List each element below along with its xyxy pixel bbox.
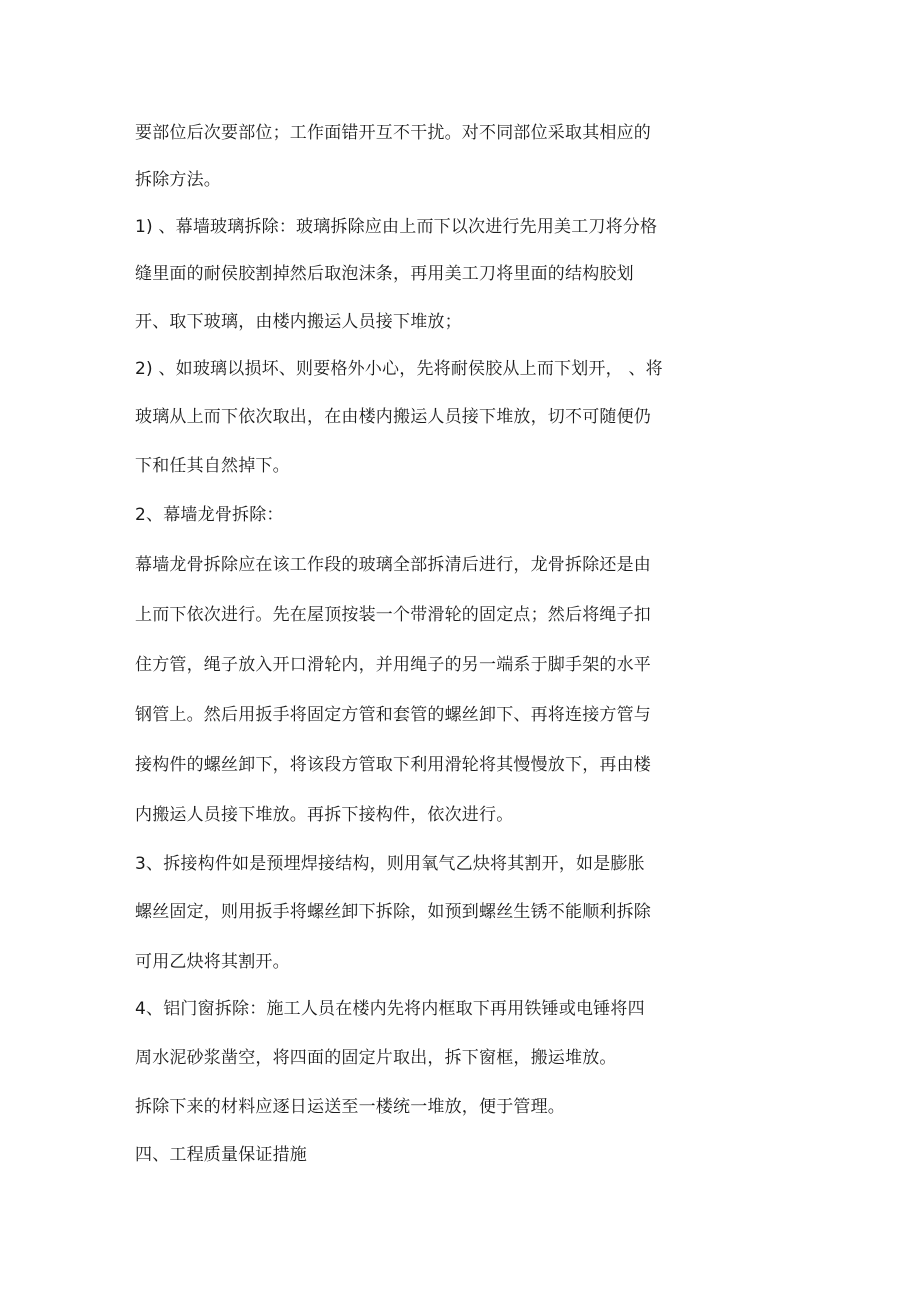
text-line-17: 螺丝固定，则用扳手将螺丝卸下拆除，如预到螺丝生锈不能顺利拆除	[135, 902, 651, 922]
text-line-19: 4、铝门窗拆除：施工人员在楼内先将内框取下再用铁锤或电锤将四	[135, 999, 645, 1019]
section-heading-4: 四、工程质量保证措施	[135, 1145, 307, 1165]
text-line-18: 可用乙炔将其割开。	[135, 952, 290, 972]
text-line-11: 上而下依次进行。先在屋顶按装一个带滑轮的固定点；然后将绳子扣	[135, 605, 651, 625]
text-line-13: 钢管上。然后用扳手将固定方管和套管的螺丝卸下、再将连接方管与	[135, 705, 651, 725]
text-line-14: 接构件的螺丝卸下，将该段方管取下利用滑轮将其慢慢放下，再由楼	[135, 755, 651, 775]
text-line-12: 住方管，绳子放入开口滑轮内，并用绳子的另一端系于脚手架的水平	[135, 655, 651, 675]
section-heading-2: 2、幕墙龙骨拆除：	[135, 505, 284, 525]
text-line-8: 下和任其自然掉下。	[135, 456, 290, 476]
text-line-1: 要部位后次要部位；工作面错开互不干扰。对不同部位采取其相应的	[135, 123, 651, 143]
text-line-5: 开、取下玻璃，由楼内搬运人员接下堆放；	[135, 312, 462, 332]
text-line-6: 2) 、如玻璃以损坏、则要格外小心，先将耐侯胶从上而下划开， 、将	[135, 359, 663, 379]
text-line-4: 缝里面的耐侯胶割掉然后取泡沫条，再用美工刀将里面的结构胶划	[135, 264, 634, 284]
text-line-7: 玻璃从上而下依次取出，在由楼内搬运人员接下堆放，切不可随便仍	[135, 407, 651, 427]
text-line-2: 拆除方法。	[135, 170, 221, 190]
text-line-10: 幕墙龙骨拆除应在该工作段的玻璃全部拆清后进行，龙骨拆除还是由	[135, 555, 651, 575]
text-line-16: 3、拆接构件如是预埋焊接结构，则用氧气乙炔将其割开，如是膨胀	[135, 854, 645, 874]
text-line-21: 拆除下来的材料应逐日运送至一楼统一堆放，便于管理。	[135, 1097, 565, 1117]
text-line-3: 1) 、幕墙玻璃拆除：玻璃拆除应由上而下以次进行先用美工刀将分格	[135, 217, 658, 237]
text-line-20: 周水泥砂浆凿空，将四面的固定片取出，拆下窗框，搬运堆放。	[135, 1048, 617, 1068]
text-line-15: 内搬运人员接下堆放。再拆下接构件，依次进行。	[135, 805, 514, 825]
